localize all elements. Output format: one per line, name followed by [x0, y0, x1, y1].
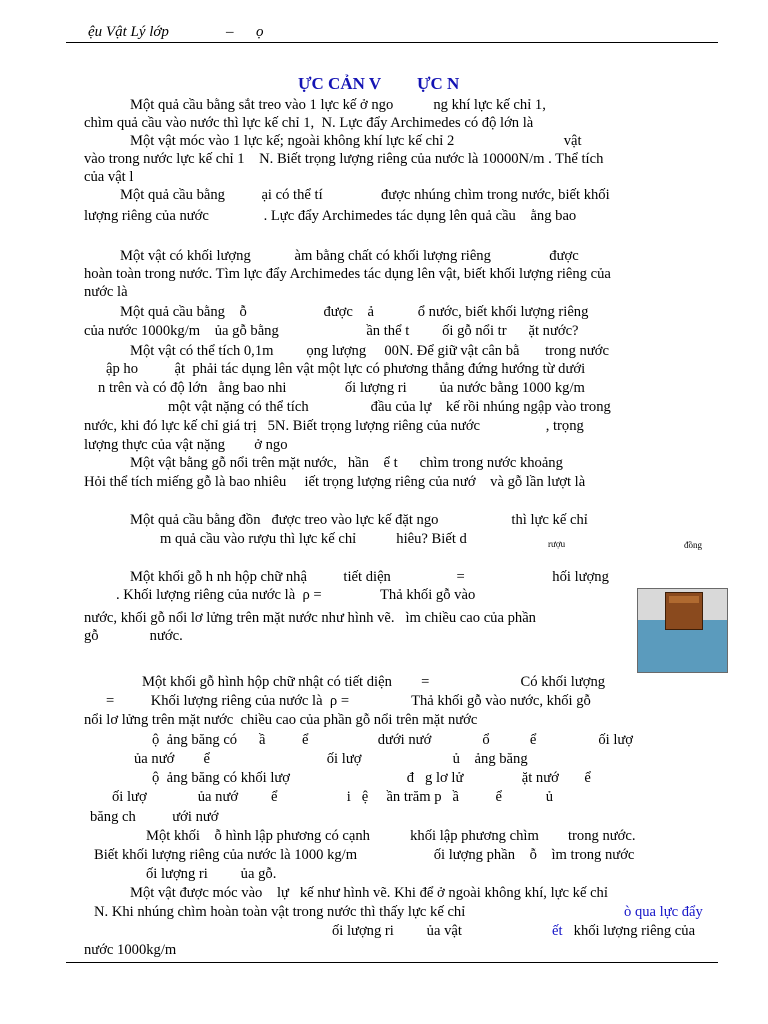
text-line: Hỏi thể tích miếng gỗ là bao nhiêu iết trọng lượng riêng của nướ và gỗ lần lượt là [84, 474, 586, 490]
text-line: Một khối ỗ hình lập phương có cạnh khối lập phương chìm trong nước. [146, 828, 636, 844]
text-line: ủa nướ ể ối lượ ủ ảng băng [134, 751, 528, 767]
text-line: Một quả cầu bằng đồn được treo vào lực kế đặt ngo thì lực kế chỉ [130, 512, 588, 528]
text-line: ộ ảng băng có khối lượ đ g lơ lử ặt nướ ể [152, 770, 591, 786]
text-line: ối lượng ri ủa gỗ. [146, 866, 277, 882]
wood-block-illustration [665, 592, 703, 630]
title-part-2: ỰC N [417, 74, 460, 93]
text-line: Biết khối lượng riêng của nước là 1000 kg/m ối lượng phần ỗ ìm trong nước [94, 847, 635, 863]
text-line: Một khối gỗ hình hộp chữ nhật có tiết diện = Có khối lượng [142, 674, 606, 690]
text-line: Một quả cầu bằng ại có thể tí được nhúng chìm trong nước, biết khối [120, 187, 610, 203]
title-part-1: ỰC CẢN V [298, 74, 382, 93]
page-header [66, 22, 718, 43]
text-line: ối lượ ủa nướ ể i ệ ần trăm p ầ ể ủ [112, 789, 554, 805]
text-line: vào trong nước lực kế chỉ 1 N. Biết trọng lượng riêng của nước là 10000N/m . Thể tích [84, 151, 604, 167]
text-line: Một quả cầu bằng sắt treo vào 1 lực kế ở ngo ng khí lực kế chỉ 1, [130, 97, 546, 113]
text-line: nước, khi đó lực kế chỉ giá trị 5N. Biết trọng lượng riêng của nước , trọng [84, 418, 584, 434]
text-line: lượng riêng của nước . Lực đẩy Archimedes tác dụng lên quả cầu ằng bao [84, 208, 577, 224]
text-line: ập ho ật phải tác dụng lên vật một lực có phương thẳng đứng hướng từ dưới [106, 361, 586, 377]
text-line: n trên và có độ lớn ằng bao nhi ối lượng ri ủa nước bằng 1000 kg/m [98, 380, 585, 396]
footer-rule [66, 962, 718, 963]
header-dash: – [226, 24, 234, 40]
text-line: lượng thực của vật nặng ở ngo [84, 437, 288, 453]
text-line: ối lượng ri ủa vật [332, 923, 462, 939]
text-line: Một vật có thể tích 0,1m ọng lượng 00N. Để giữ vật cân bằ trong nước [130, 343, 609, 359]
text-line: . Khối lượng riêng của nước là ρ = Thả khối gỗ vào [116, 587, 476, 603]
floating-wood-block-figure [637, 588, 728, 673]
text-line: nước 1000kg/m [84, 942, 177, 958]
blue-text-a: ò qua lực đẩy [624, 904, 703, 920]
text-line: Một vật bằng gỗ nổi trên mặt nước, hần ể t chìm trong nước khoảng [130, 455, 563, 471]
text-line: nước là [84, 284, 128, 300]
text-line: của nước 1000kg/m ủa gỗ bằng ần thể t ối gỗ nổi tr ặt nước? [84, 323, 579, 339]
text-line: gỗ nước. [84, 628, 183, 644]
text-line: N. Khi nhúng chìm hoàn toàn vật trong nước thì thấy lực kế chỉ [94, 904, 466, 920]
text-line: m quả cầu vào rượu thì lực kế chỉ hiêu? Biết d [160, 531, 467, 547]
text-line: = Khối lượng riêng của nước là ρ = Thả khối gỗ vào nước, khối gỗ [106, 693, 591, 709]
header-left: ệu Vật Lý lớp [88, 24, 169, 40]
text-line: Một vật móc vào 1 lực kế; ngoài không khí lực kế chỉ 2 vật [130, 133, 582, 149]
text-line: nước, khối gỗ nổi lơ lửng trên mặt nước như hình vẽ. ìm chiều cao của phần [84, 610, 536, 626]
header-right: ọ [256, 24, 264, 40]
subscript-dong: đồng [684, 540, 702, 550]
text-line: băng ch ưới nướ [90, 809, 219, 825]
text-after-blue: khối lượng riêng của [570, 923, 696, 939]
text-line: chìm quả cầu vào nước thì lực kế chỉ 1, N. Lực đẩy Archimedes có độ lớn là [84, 115, 534, 131]
text-line: nổi lơ lửng trên mặt nước chiều cao của phần gỗ nổi trên mặt nước [84, 712, 478, 728]
text-line: Một vật được móc vào lự kế như hình vẽ. Khi để ở ngoài không khí, lực kế chỉ [130, 885, 608, 901]
blue-text-b: ết [552, 923, 563, 939]
text-line: hoàn toàn trong nước. Tìm lực đẩy Archimedes tác dụng lên vật, biết khối lượng riêng của [84, 266, 611, 282]
text-line: Một khối gỗ h nh hộp chữ nhậ tiết diện = hối lượng [130, 569, 609, 585]
text-line: một vật nặng có thể tích đầu của lự kế rồi nhúng ngập vào trong [168, 399, 611, 415]
text-line: của vật l [84, 169, 134, 185]
subscript-ruou: rượu [548, 539, 566, 549]
text-line: ộ ảng băng có ầ ể dưới nướ ổ ể ối lượ [152, 732, 633, 748]
text-line: Một quả cầu bằng ỗ được ả ổ nước, biết khối lượng riêng [120, 304, 589, 320]
text-line: Một vật có khối lượng àm bằng chất có khối lượng riêng được [120, 248, 579, 264]
